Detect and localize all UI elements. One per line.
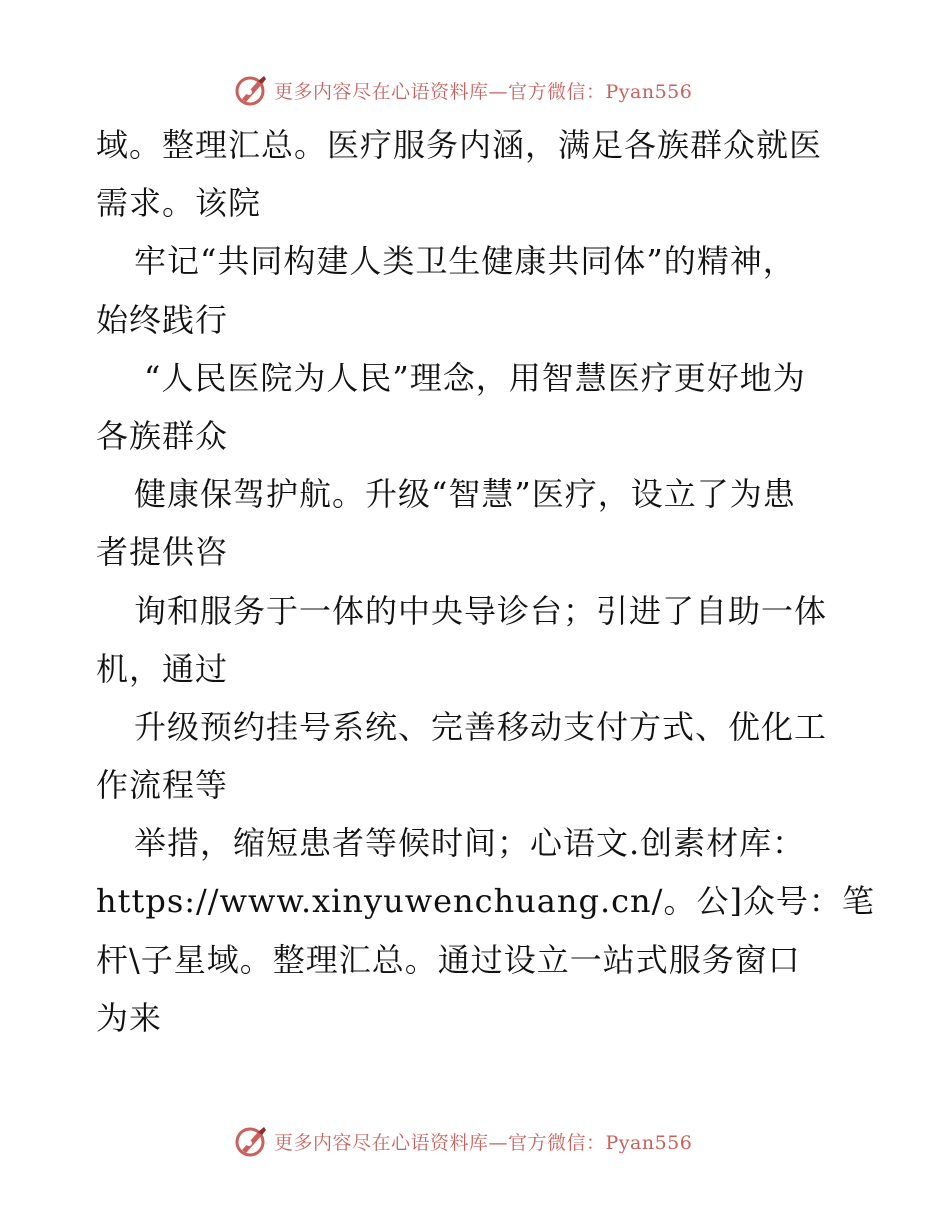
footer-banner: [0, 1121, 950, 1161]
text-line: 作流程等: [96, 766, 229, 805]
pen-logo-icon: [234, 1124, 268, 1158]
text-line: 杆\子星域。整理汇总。通过设立一站式服务窗口: [96, 940, 801, 979]
text-line: 牢记“共同构建人类卫生健康共同体”的精神，: [134, 242, 796, 281]
text-line: 始终践行: [96, 300, 229, 339]
text-line: “人民医院为人民”理念，用智慧医疗更好地为: [144, 358, 806, 397]
document-body: [96, 116, 875, 1047]
text-line: 为来: [96, 998, 163, 1037]
text-line: 询和服务于一体的中央导诊台；引进了自助一体: [134, 591, 828, 630]
text-line: 需求。该院: [96, 184, 262, 223]
pen-logo-icon: [234, 73, 268, 107]
text-line: 域。整理汇总。医疗服务内涵，满足各族群众就医: [96, 126, 823, 164]
text-line: 举措，缩短患者等候时间；心语文.创素材库：: [134, 824, 806, 863]
text-line: 健康保驾护航。升级“智慧”医疗，设立了为患: [134, 475, 796, 514]
banner-text: 更多内容尽在心语资料库—官方微信：Pyan556: [274, 1131, 693, 1154]
text-line: 者提供咨: [96, 533, 229, 572]
text-line: 各族群众: [96, 416, 229, 455]
text-line: 升级预约挂号系统、完善移动支付方式、优化工: [134, 707, 828, 746]
text-line: https://www.xinyuwenchuang.cn/。公]众号：笔: [96, 882, 875, 921]
header-banner: [0, 70, 950, 110]
banner-text: 更多内容尽在心语资料库—官方微信：Pyan556: [274, 80, 693, 103]
text-line: 机，通过: [96, 649, 229, 688]
